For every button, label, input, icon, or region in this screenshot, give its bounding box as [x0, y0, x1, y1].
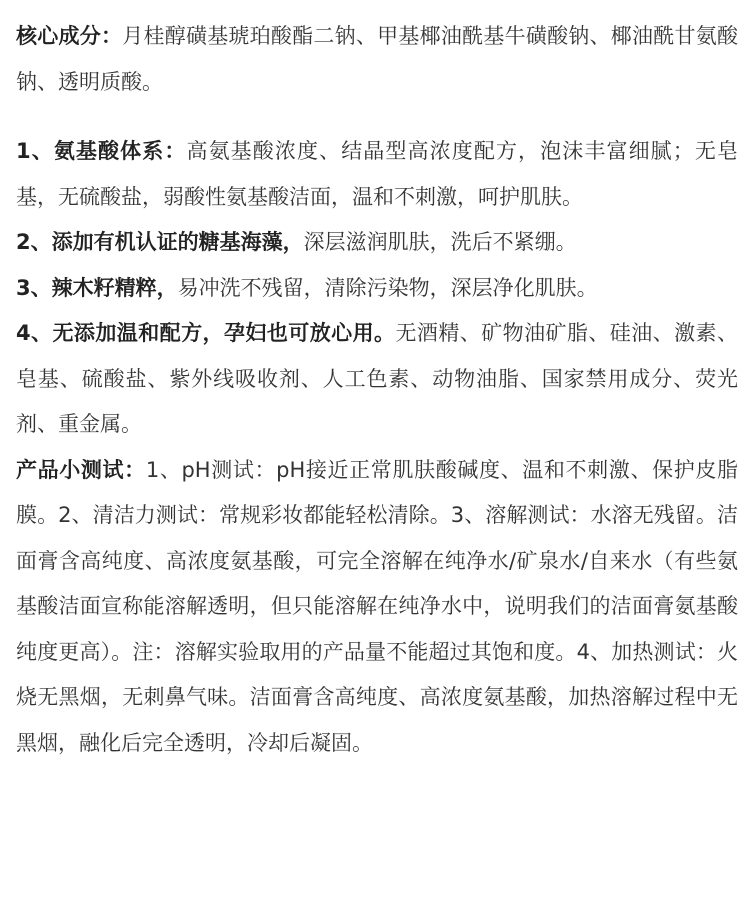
feature-1-label: 1、氨基酸体系： — [16, 139, 187, 163]
feature-3-paragraph — [16, 266, 738, 312]
core-ingredients-text: 月桂醇磺基琥珀酸酯二钠、甲基椰油酰基牛磺酸钠、椰油酰甘氨酸钠、透明质酸。 — [16, 24, 739, 94]
core-ingredients-paragraph — [16, 14, 738, 105]
feature-4-paragraph — [16, 311, 738, 448]
feature-1-paragraph — [16, 129, 738, 220]
feature-2-label: 2、添加有机认证的糖基海藻， — [16, 230, 304, 254]
feature-1-text: 高氨基酸浓度、结晶型高浓度配方，泡沫丰富细腻；无皂基，无硫酸盐，弱酸性氨基酸洁面，温和不刺激，呵护肌肤。 — [16, 139, 738, 209]
core-ingredients-label: 核心成分： — [16, 24, 123, 48]
product-tests-text: 1、pH测试：pH接近正常肌肤酸碱度、温和不刺激、保护皮脂膜。2、清洁力测试：常规彩妆都能轻松清除。3、溶解测试：水溶无残留。洁面膏含高纯度、高浓度氨基酸，可完全溶解在纯净水/矿泉水/自来水（有些氨基酸洁面宣称能溶解透明，但只能溶解在纯净水中，说明我们的洁面膏氨基酸纯度更高）。注：溶解实验取用的产品量不能超过其饱和度。4、加热测试：火烧无黑烟，无刺鼻气味。洁面膏含高纯度、高浓度氨基酸，加热溶解过程中无黑烟，融化后完全透明，冷却后凝固。 — [16, 457, 738, 755]
product-tests-label: 产品小测试： — [16, 457, 146, 482]
feature-3-text: 易冲洗不残留，清除污染物，深层净化肌肤。 — [177, 275, 598, 300]
feature-2-text: 深层滋润肌肤，洗后不紧绷。 — [303, 230, 577, 254]
feature-3-label: 3、辣木籽精粹， — [16, 275, 178, 300]
feature-4-text: 无酒精、矿物油矿脂、硅油、激素、皂基、硫酸盐、紫外线吸收剂、人工色素、动物油脂、国家禁用成分、荧光剂、重金属。 — [16, 321, 738, 436]
product-tests-paragraph — [16, 448, 738, 767]
feature-2-paragraph — [16, 220, 738, 266]
feature-4-label: 4、无添加温和配方，孕妇也可放心用。 — [16, 321, 396, 345]
